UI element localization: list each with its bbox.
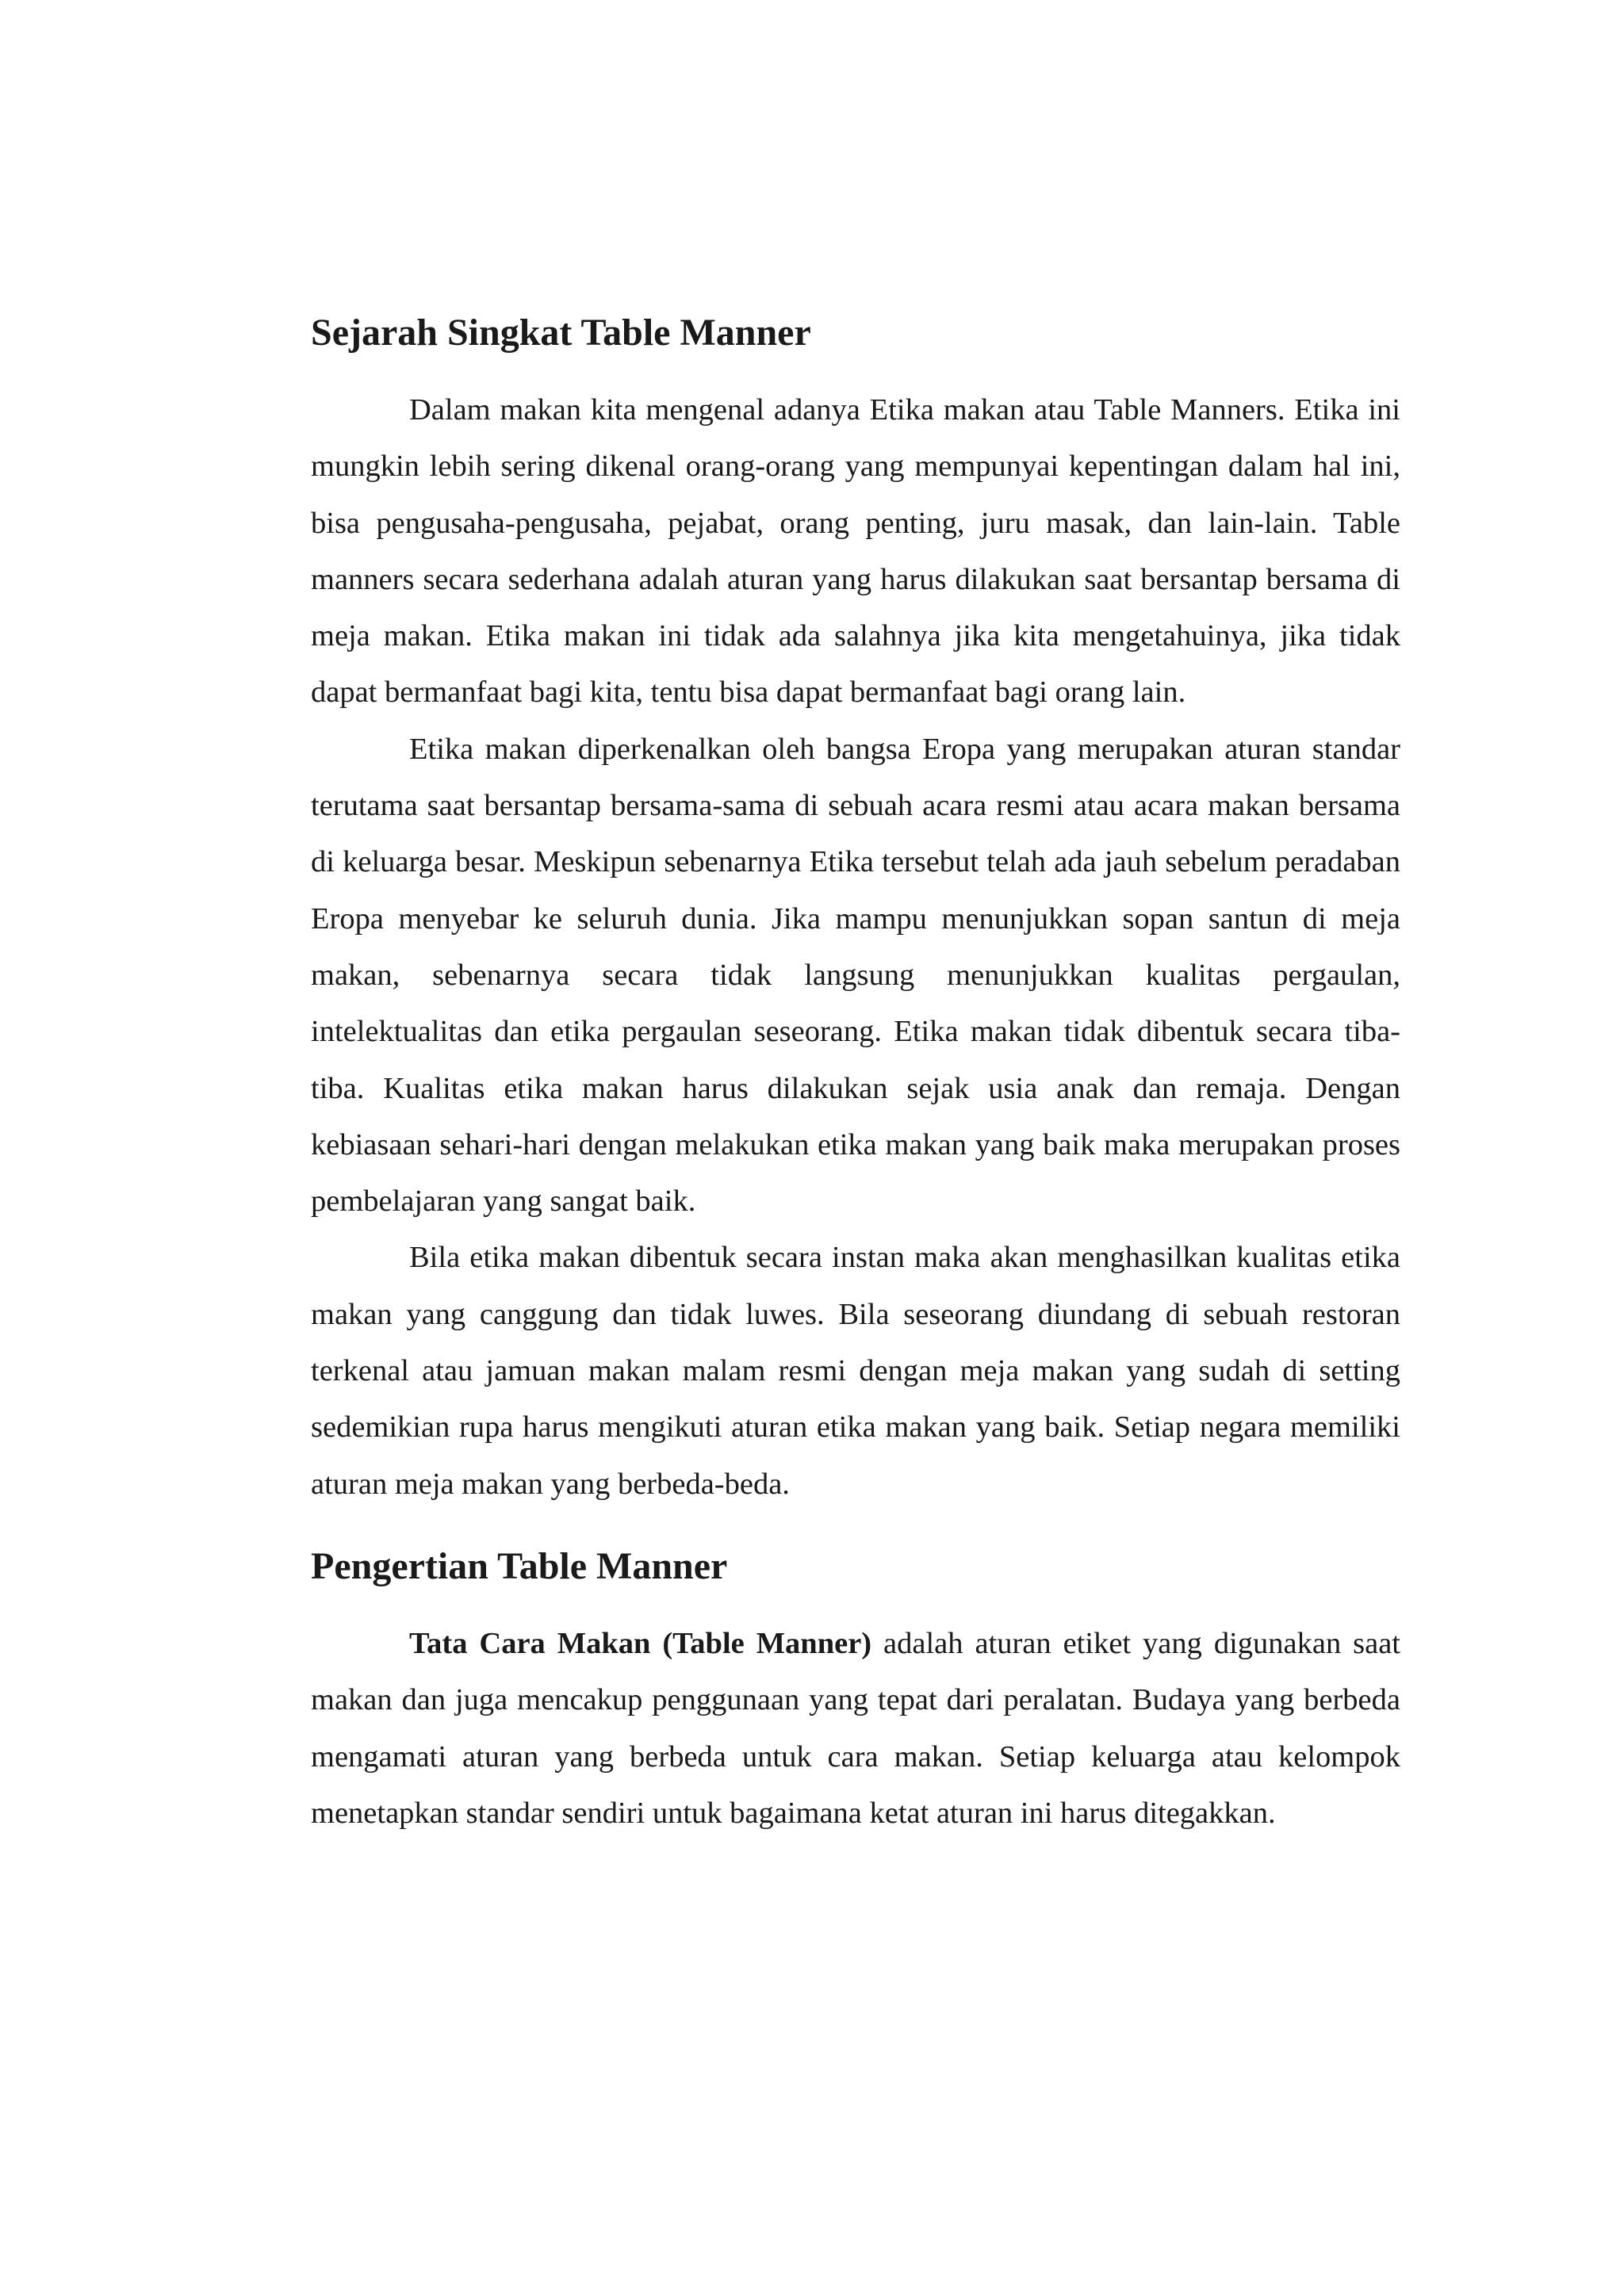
defined-term: Tata Cara Makan (Table Manner) — [409, 1626, 872, 1660]
paragraph-2: Etika makan diperkenalkan oleh bangsa Eropa yang merupakan aturan standar terutama saat bersantap bersama-sama di sebuah acara resmi atau acara makan bersama di keluarga besar. Meskipun sebenarnya Etika tersebut telah ada jauh sebelum peradaban Eropa menyebar ke seluruh dunia. Jika mampu menunjukkan sopan santun di meja makan, sebenarnya secara tidak langsung menunjukkan kualitas pergaulan, intelektualitas dan etika pergaulan seseorang. Etika makan tidak dibentuk secara tiba-tiba. Kualitas etika makan harus dilakukan sejak usia anak dan remaja. Dengan kebiasaan sehari-hari dengan melakukan etika makan yang baik maka merupakan proses pembelajaran yang sangat baik. — [311, 732, 1400, 1219]
document-page — [311, 301, 1400, 1842]
section-heading-pengertian: Pengertian Table Manner — [311, 1544, 728, 1587]
paragraph-1: Dalam makan kita mengenal adanya Etika makan atau Table Manners. Etika ini mungkin lebih sering dikenal orang-orang yang mempunyai kepentingan dalam hal ini, bisa pengusaha-pengusaha, pejabat, orang penting, juru masak, dan lain-lain. Table manners secara sederhana adalah aturan yang harus dilakukan saat bersantap bersama di meja makan. Etika makan ini tidak ada salahnya jika kita mengetahuinya, jika tidak dapat bermanfaat bagi kita, tentu bisa dapat bermanfaat bagi orang lain. — [311, 393, 1400, 710]
section-heading-sejarah: Sejarah Singkat Table Manner — [311, 312, 811, 354]
definition-paragraph — [311, 1616, 1400, 1842]
paragraph-3: Bila etika makan dibentuk secara instan maka akan menghasilkan kualitas etika makan yang canggung dan tidak luwes. Bila seseorang diundang di sebuah restoran terkenal atau jamuan makan malam resmi dengan meja makan yang sudah di setting sedemikian rupa harus mengikuti aturan etika makan yang baik. Setiap negara memiliki aturan meja makan yang berbeda-beda. — [311, 1241, 1400, 1501]
definition-text: adalah aturan etiket yang digunakan saat makan dan juga mencakup penggunaan yang tepat dari peralatan. Budaya yang berbeda mengamati aturan yang berbeda untuk cara makan. Setiap keluarga atau kelompok menetapkan standar sendiri untuk bagaimana ketat aturan ini harus ditegakkan. — [311, 1626, 1400, 1830]
